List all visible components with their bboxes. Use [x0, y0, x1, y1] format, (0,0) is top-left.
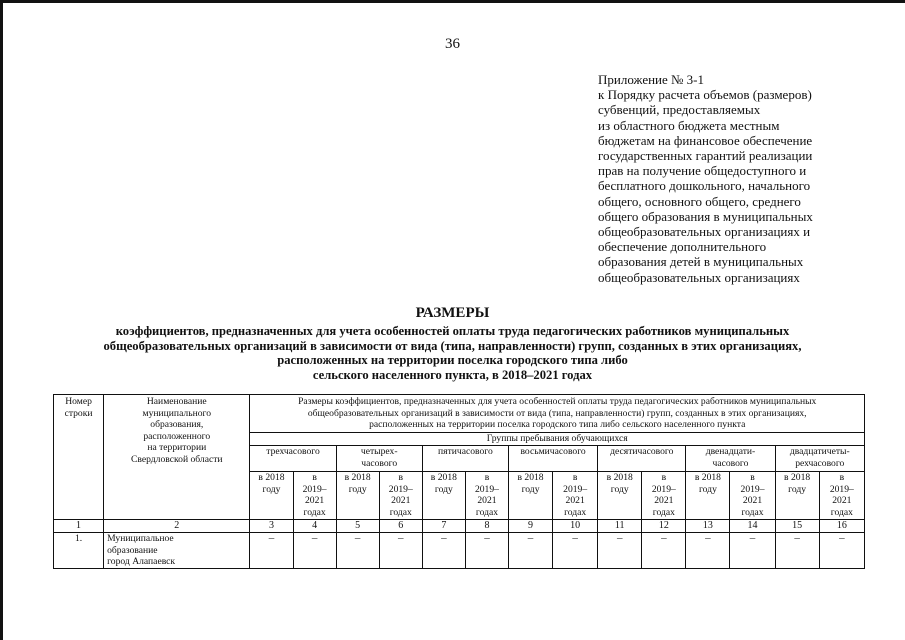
- appendix-line: бюджетам на финансовое обеспечение: [598, 132, 813, 148]
- page-number: 36: [445, 36, 460, 52]
- header-group-10h: десятичасового: [598, 446, 686, 472]
- column-number: 11: [598, 520, 642, 533]
- header-group-3h: трехчасового: [250, 446, 336, 472]
- column-number: 3: [250, 520, 293, 533]
- column-number: 6: [379, 520, 422, 533]
- title-heading: РАЗМЕРЫ: [415, 305, 490, 321]
- appendix-line: государственных гарантий реализации: [598, 148, 813, 164]
- header-year-2018: в 2018 году: [509, 472, 553, 520]
- header-year-2018: в 2018 году: [598, 472, 642, 520]
- header-group-5h: пятичасового: [422, 446, 508, 472]
- header-groups-label: Группы пребывания обучающихся: [250, 433, 865, 446]
- column-number: 4: [293, 520, 336, 533]
- appendix-line: из областного бюджета местным: [598, 117, 780, 133]
- coefficient-cell: –: [509, 533, 553, 569]
- appendix-line: прав на получение общедоступного и: [598, 163, 807, 179]
- municipality-name: Муниципальное образование город Алапаевск: [104, 533, 250, 569]
- header-year-2018: в 2018 году: [250, 472, 293, 520]
- title-subtitle: [20, 324, 885, 382]
- appendix-line: общеобразовательных организациях и: [598, 224, 811, 240]
- coefficient-cell: –: [336, 533, 379, 569]
- appendix-line: бесплатного дошкольного, начального: [598, 178, 811, 194]
- table-row: [54, 533, 865, 569]
- header-years-2019-2021: в 2019– 2021 годах: [465, 472, 508, 520]
- header-years-2019-2021: в 2019– 2021 годах: [819, 472, 864, 520]
- coefficient-cell: –: [465, 533, 508, 569]
- coefficient-cell: –: [775, 533, 819, 569]
- column-number: 7: [422, 520, 465, 533]
- coefficient-cell: –: [686, 533, 730, 569]
- header-years-2019-2021: в 2019– 2021 годах: [730, 472, 775, 520]
- coefficient-cell: –: [642, 533, 686, 569]
- appendix-line: образования детей в муниципальных: [598, 254, 804, 270]
- column-number: 8: [465, 520, 508, 533]
- header-years-2019-2021: в 2019– 2021 годах: [293, 472, 336, 520]
- appendix-line: субвенций, предоставляемых: [598, 102, 761, 118]
- subtitle-line: общеобразовательных организаций в зависимости от вида (типа, направленности) групп, созданных в этих организациях,: [103, 338, 802, 353]
- column-number: 5: [336, 520, 379, 533]
- header-years-2019-2021: в 2019– 2021 годах: [553, 472, 598, 520]
- coefficient-cell: –: [598, 533, 642, 569]
- column-number: 2: [104, 520, 250, 533]
- column-number: 10: [553, 520, 598, 533]
- header-years-2019-2021: в 2019– 2021 годах: [379, 472, 422, 520]
- subtitle-line: сельского населенного пункта, в 2018–2021 годах: [312, 367, 593, 382]
- row-number: 1.: [54, 533, 104, 569]
- coefficient-cell: –: [553, 533, 598, 569]
- coefficient-cell: –: [422, 533, 465, 569]
- coefficient-cell: –: [730, 533, 775, 569]
- subtitle-line: расположенных на территории поселка городского типа либо: [277, 353, 628, 367]
- appendix-note: [598, 72, 868, 285]
- page-border-top: [0, 0, 905, 3]
- header-years-2019-2021: в 2019– 2021 годах: [642, 472, 686, 520]
- appendix-line: Приложение № 3-1: [598, 72, 705, 87]
- header-year-2018: в 2018 году: [422, 472, 465, 520]
- column-number: 15: [775, 520, 819, 533]
- coefficient-cell: –: [293, 533, 336, 569]
- header-group-8h: восьмичасового: [509, 446, 598, 472]
- column-number: 13: [686, 520, 730, 533]
- appendix-line: общеобразовательных организациях: [598, 269, 800, 285]
- header-municipality-name: Наименование муниципального образования, расположенного на территории Свердловской области: [104, 395, 250, 520]
- coefficient-cell: –: [250, 533, 293, 569]
- document-title: [20, 305, 885, 382]
- column-number: 1: [54, 520, 104, 533]
- appendix-line: общего, основного общего, среднего: [598, 193, 801, 209]
- column-number: 12: [642, 520, 686, 533]
- header-group-12h: двенадцати- часового: [686, 446, 775, 472]
- header-group-4h: четырех- часового: [336, 446, 422, 472]
- appendix-line: к Порядку расчета объемов (размеров): [598, 87, 812, 103]
- header-year-2018: в 2018 году: [686, 472, 730, 520]
- subtitle-line: коэффициентов, предназначенных для учета особенностей оплаты труда педагогических работников муниципальных: [115, 324, 790, 338]
- appendix-line: обеспечение дополнительного: [598, 239, 767, 255]
- column-number: 14: [730, 520, 775, 533]
- page-border-left: [0, 0, 3, 640]
- column-number: 16: [819, 520, 864, 533]
- column-number: 9: [509, 520, 553, 533]
- appendix-line: общего образования в муниципальных: [598, 208, 813, 224]
- coefficient-cell: –: [819, 533, 864, 569]
- header-year-2018: в 2018 году: [336, 472, 379, 520]
- header-coefficient-sizes: Размеры коэффициентов, предназначенных для учета особенностей оплаты труда педагогических работников муниципальных общеобразовательных организаций в зависимости от вида (типа, направленности) групп, созданных в этих организациях, расположенных на территории поселка городского типа либо сельского населенного пункта: [250, 395, 865, 433]
- header-year-2018: в 2018 году: [775, 472, 819, 520]
- header-row-number: Номер строки: [54, 395, 104, 520]
- column-number-row: [54, 520, 865, 533]
- coefficients-table: [53, 394, 865, 569]
- header-group-24h: двадцатичеты- рехчасового: [775, 446, 864, 472]
- coefficient-cell: –: [379, 533, 422, 569]
